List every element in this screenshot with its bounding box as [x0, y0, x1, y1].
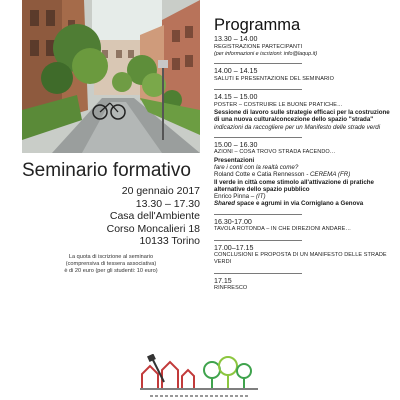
program-block-roundtable: [214, 214, 392, 234]
street-photo-illustration: [22, 0, 200, 153]
fee-line: è di 20 euro (per gli studenti: 10 euro): [64, 267, 158, 274]
block-label: TAVOLA ROTONDA – IN CHE DIREZIONI ANDARE…: [214, 226, 352, 233]
program-block-poster: [214, 89, 392, 131]
program-block-actions: [214, 137, 392, 208]
seminar-title: Seminario formativo: [22, 160, 191, 181]
talk-title-italic: Shared: [214, 200, 235, 208]
block-bold-text: Sessione di lavoro sulle strategie efficaci per la costruzione di una nuova cultura/concezione dello spazio "strada": [214, 108, 390, 124]
fee-line: La quota di iscrizione al seminario: [68, 253, 154, 260]
event-date: 20 gennaio 2017: [121, 185, 200, 197]
program-block-registration: [214, 35, 392, 57]
fee-note: [22, 254, 200, 275]
block-label: POSTER – COSTRUIRE LE BUONE PRATICHE…: [214, 101, 343, 108]
block-question: fare i conti con la realtà come?: [214, 163, 299, 171]
speaker-line: [214, 193, 392, 200]
street-photo: [22, 0, 200, 153]
talk-title: Il verde in città come stimolo all'attivazione di pratiche alternative dello spazio pubblico: [214, 178, 374, 193]
event-venue: Casa dell'Ambiente: [109, 210, 200, 222]
speaker-name: Enrico Pinna –: [214, 193, 255, 201]
event-city: 10133 Torino: [139, 235, 200, 247]
talk-title: [214, 200, 392, 207]
green-street-logo-icon: [140, 354, 260, 400]
program-block-welcome: [214, 63, 392, 83]
speaker-name: Roland Cotte e Catia Rennesson: [214, 171, 305, 179]
block-label: RINFRESCO: [214, 285, 248, 292]
block-label: CONCLUSIONI E PROPOSTA DI UN MANIFESTO DELLE STRADE VERDI: [214, 252, 387, 266]
block-label: REGISTRAZIONE PARTECIPANTI: [214, 43, 303, 50]
block-note: (per informazioni e iscrizioni: info@laqup.it): [214, 50, 318, 57]
block-time: 13.30 – 14.00: [214, 35, 258, 43]
block-time: 14.00 – 14.15: [214, 67, 258, 76]
program: [214, 16, 392, 292]
block-label: AZIONI – COSA TROVO STRADA FACENDO…: [214, 149, 336, 156]
green-street-logo-illustration: [140, 354, 260, 400]
block-time: 17.15: [214, 276, 232, 285]
program-block-refreshment: [214, 273, 392, 293]
block-label: SALUTI E PRESENTAZIONE DEL SEMINARIO: [214, 75, 335, 82]
event-info: [22, 160, 200, 275]
fee-line: (comprensiva di tessera associativa): [65, 260, 157, 267]
speaker-line: [214, 171, 392, 178]
program-title: Programma: [214, 16, 301, 34]
speaker-org: - CEREMA (FR): [304, 171, 351, 179]
block-time: 16.30-17.00: [214, 217, 252, 226]
speaker-org: (IT): [254, 193, 266, 201]
event-time: 13.30 – 17.30: [135, 197, 200, 210]
program-block-conclusions: [214, 240, 392, 267]
block-time: 15.00 – 16.30: [214, 140, 258, 149]
block-subheading: Presentazioni: [214, 156, 255, 164]
block-time: 17.00–17.15: [214, 243, 254, 252]
block-time: 14.15 – 15.00: [214, 93, 258, 102]
event-details: [22, 185, 200, 248]
talk-title-rest: space e agrumi in via Corniglano a Genova: [234, 200, 364, 208]
block-italic-text: indicazioni da raccogliere per un Manifesto delle strade verdi: [214, 123, 381, 131]
event-street: Corso Moncalieri 18: [106, 222, 200, 235]
